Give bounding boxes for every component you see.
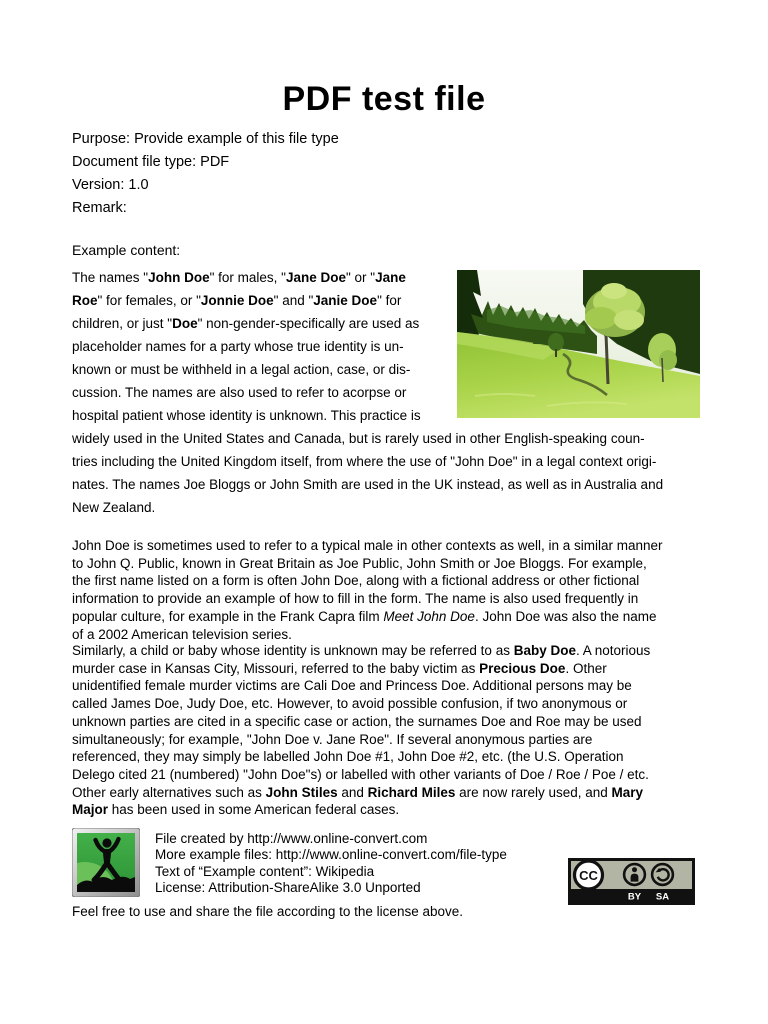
meta-block [72,128,339,220]
example-content-label: Example content: [72,242,181,258]
footer-line-created: File created by http://www.online-convert.com [155,831,428,846]
meta-line-filetype: Document file type: PDF [72,154,230,170]
meta-line-purpose: Purpose: Provide example of this file type [72,131,339,147]
cc-logo-icon [575,861,603,889]
photo-right-tree-trunk [662,358,663,382]
photo-big-tree-canopy3 [614,310,644,330]
cc-sa-label: SA [655,891,670,903]
cc-by-label: BY [627,891,642,903]
footer-credits [72,828,507,897]
online-convert-logo-icon [72,828,140,897]
photo-small-tree-trunk [555,349,557,357]
meta-line-version: Version: 1.0 [72,177,149,193]
page-title: PDF test file [282,80,486,118]
footer-line-more: More example files: http://www.online-convert.com/file-type [155,847,507,863]
footer-line-source: Text of “Example content”: Wikipedia [155,863,375,879]
photo-small-tree [548,333,564,351]
footer-line-license: License: Attribution-ShareAlike 3.0 Unported [155,880,421,896]
feel-free-note: Feel free to use and share the file according to the license above. [72,904,463,919]
svg-text:CC: CC [579,868,598,883]
forest-meadow-photo [457,270,700,418]
footer-text-lines [155,831,507,897]
cc-license-badge [568,858,695,905]
photo-big-tree-canopy4 [601,283,627,299]
meta-line-remark: Remark: [72,200,127,216]
paragraph-baby-doe: Similarly, a child or baby whose identity is unknown may be referred to as Baby Doe. A notorious murder case in Kansas City, Missouri, referred to the baby victim as Precious Doe. Other unidentified female murder victims are Cali Doe and Princess Doe. Additional persons may be called James Doe, Judy Doe, etc. However, to avoid possible confusion, if two anonymous or unknown parties are cited in a specific case or action, the surnames Doe and Roe may be used simultaneously; for example, "John Doe v. Jane Roe". If several anonymous parties are referenced, they may simply be labelled John Doe #1, John Doe #2, etc. (the U.S. Operation Delego cited 21 (numbered) "John Doe"s) or labelled with other variants of Doe / Roe / Poe / etc. Other early alternatives such as John Stiles and Richard Miles are now rarely used, and Mary Major has been used in some American federal cases. [72,643,651,818]
paragraph-names-intro: The names "John Doe" for males, "Jane Doe" or "Jane Roe" for females, or "Jonnie Doe" and "Janie Doe" for children, or just "Doe" non-gender-specifically are used as placeholder names for a party whose true identity is un- known or must be withheld in a legal action, case, or dis- cussion. The names are also used to refer to acorpse or hospital patient whose identity is unknown. This practice is widely used in the United States and Canada, but is rarely used in other English-speaking coun- tries including the United Kingdom itself, from where the use of "John Doe" in a legal context origi- nates. The names Joe Bloggs or John Smith are used in the UK instead, as well as in Australia and New Zealand. [72,266,700,519]
paragraph-other-contexts: John Doe is sometimes used to refer to a typical male in other contexts as well, in a similar manner to John Q. Public, known in Great Britain as Joe Public, John Smith or Joe Bloggs. For example, the first name listed on a form is often John Doe, along with a fictional address or other fictional information to provide an example of how to fill in the form. The name is also used frequently in popular culture, for example in the Frank Capra film Meet John Doe. John Doe was also the name of a 2002 American television series. [72,538,663,642]
photo-big-tree-canopy2 [585,307,617,329]
